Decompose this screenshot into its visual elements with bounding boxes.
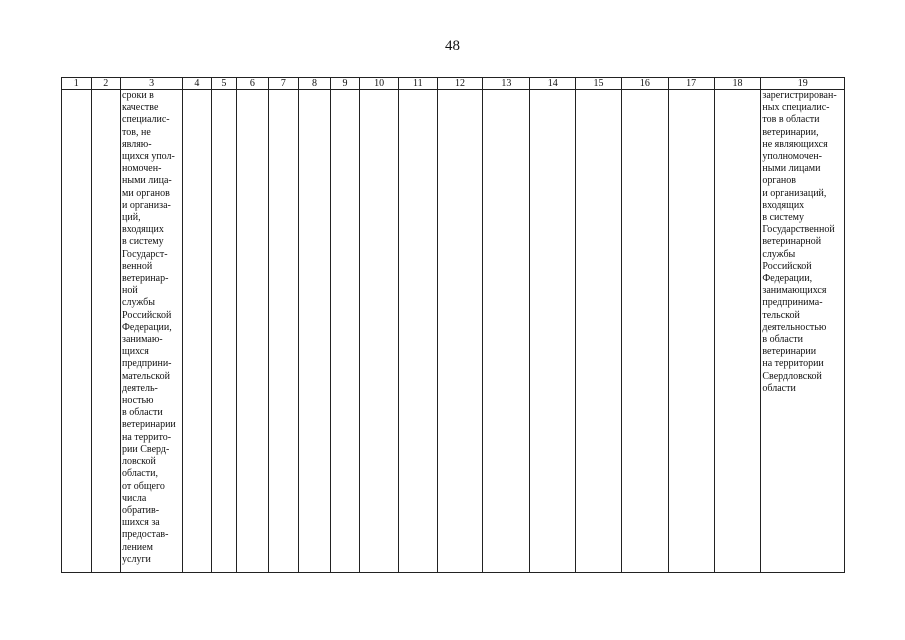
col19-text: зарегистрирован- ных специалис- тов в области ветеринарии, не являющихся уполномочен- ными лицами органов и организаций, входящих в систему Государственной ветеринарной службы Российской Федерации, занимающихся предпринима- тельской деятельностью в области ветеринарии на территории Свердловской области [762,90,837,394]
table-cell [576,90,622,573]
column-header: 10 [360,78,399,90]
table-cell [91,90,121,573]
table-cell [398,90,437,573]
table-cell [62,90,92,573]
page-number: 48 [445,38,460,54]
column-header: 16 [621,78,668,90]
table-cell [299,90,331,573]
table-row [62,90,845,573]
table-cell [483,90,530,573]
table-cell-col19 [761,90,845,573]
table-cell [237,90,269,573]
column-header: 14 [530,78,576,90]
column-header: 18 [714,78,761,90]
header-row [62,78,845,90]
column-header: 17 [668,78,714,90]
column-header: 8 [299,78,331,90]
column-header: 19 [761,78,845,90]
table-cell [330,90,360,573]
table-cell-col3 [121,90,183,573]
data-table [61,77,845,573]
column-header: 6 [237,78,269,90]
table-cell [530,90,576,573]
table-cell [621,90,668,573]
table-cell [714,90,761,573]
column-header: 3 [121,78,183,90]
column-header: 7 [268,78,299,90]
column-header: 15 [576,78,622,90]
column-header: 2 [91,78,121,90]
column-header: 5 [211,78,236,90]
column-header: 11 [398,78,437,90]
table-cell [437,90,483,573]
column-header: 9 [330,78,360,90]
column-header: 13 [483,78,530,90]
column-header: 12 [437,78,483,90]
table-cell [668,90,714,573]
table-cell [211,90,236,573]
col3-text: сроки в качестве специалис- тов, не являю- щихся упол- номочен- ными лица- ми органов и организа- ций, входящих в систему Государст- венной ветеринар- ной службы Российской Федерации, занимаю- щихся предприни- мательской деятель- ностью в области ветеринарии на террито- рии Сверд- ловской области, от общего числа обратив- шихся за предостав- лением услуги [122,90,176,565]
column-header: 4 [183,78,212,90]
table-cell [183,90,212,573]
table-cell [268,90,299,573]
column-header: 1 [62,78,92,90]
table-cell [360,90,399,573]
